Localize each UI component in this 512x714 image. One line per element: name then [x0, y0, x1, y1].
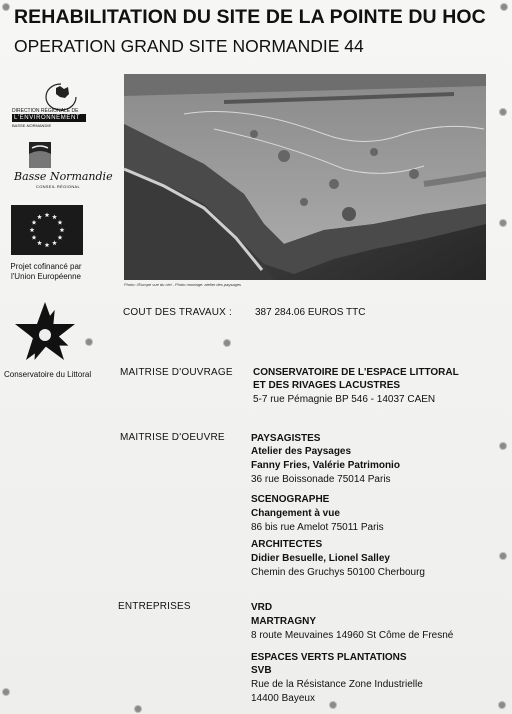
espaces-verts-heading: ESPACES VERTS PLANTATIONS	[251, 652, 407, 663]
paysagistes-people: Fanny Fries, Valérie Patrimonio	[251, 460, 400, 471]
eu-star-icon	[45, 212, 50, 217]
maitrise-ouvrage-address: 5-7 rue Pémagnie BP 546 - 14037 CAEN	[253, 394, 436, 405]
page-title: REHABILITATION DU SITE DE LA POINTE DU HOC	[14, 6, 486, 28]
espaces-verts-firm: SVB	[251, 665, 272, 676]
eu-star-icon	[45, 242, 50, 247]
conservatoire-star-icon	[10, 300, 80, 366]
bolt	[330, 702, 336, 708]
architectes-address: Chemin des Gruchys 50100 Cherbourg	[251, 567, 425, 578]
architectes-heading: ARCHITECTES	[251, 539, 323, 550]
aerial-photo	[124, 74, 486, 280]
espaces-verts-address-line2: 14400 Bayeux	[251, 693, 315, 704]
eu-star-icon	[37, 240, 42, 245]
architectes-people: Didier Besuelle, Lionel Salley	[251, 553, 390, 564]
environnement-line1: DIRECTION RÉGIONALE DE	[12, 108, 79, 114]
bolt	[500, 220, 506, 226]
scenographe-firm: Changement à vue	[251, 508, 340, 519]
bolt	[499, 702, 505, 708]
vrd-firm: MARTRAGNY	[251, 616, 316, 627]
paysagistes-firm: Atelier des Paysages	[251, 446, 352, 457]
maitrise-oeuvre-label: MAITRISE D'OEUVRE	[120, 432, 225, 443]
eu-star-icon	[32, 235, 37, 240]
bolt	[135, 706, 141, 712]
bolt	[86, 339, 92, 345]
page-subtitle: OPERATION GRAND SITE NORMANDIE 44	[14, 36, 364, 56]
basse-normandie-name: Basse Normandie	[14, 170, 113, 183]
bolt	[3, 689, 9, 695]
entreprises-label: ENTREPRISES	[118, 601, 191, 612]
eu-caption	[6, 262, 86, 282]
photo-credit: Photo: l'Europe vue du ciel - Photo montage: atelier des paysages	[124, 282, 242, 287]
vrd-address: 8 route Meuvaines 14960 St Côme de Fresné	[251, 630, 454, 641]
maitrise-ouvrage-name-line2: ET DES RIVAGES LACUSTRES	[253, 380, 401, 391]
maitrise-ouvrage-label: MAITRISE D'OUVRAGE	[120, 367, 233, 378]
bolt	[500, 443, 506, 449]
bolt	[501, 4, 507, 10]
conservatoire-caption: Conservatoire du Littoral	[4, 370, 92, 379]
scenographe-address: 86 bis rue Amelot 75011 Paris	[251, 522, 384, 533]
bolt	[3, 4, 9, 10]
cost-label: COUT DES TRAVAUX :	[123, 307, 232, 318]
environnement-logo	[12, 82, 90, 134]
eu-star-icon	[30, 227, 35, 232]
environnement-bar: L'ENVIRONNEMENT	[12, 114, 86, 122]
basse-normandie-mark-icon	[26, 140, 56, 170]
eu-star-icon	[32, 220, 37, 225]
cost-value: 387 284.06 EUROS TTC	[255, 307, 366, 318]
eu-star-icon	[60, 227, 65, 232]
eu-star-icon	[52, 240, 57, 245]
vrd-heading: VRD	[251, 602, 273, 613]
eu-caption-line2: l'Union Européenne	[10, 272, 82, 281]
maitrise-ouvrage-name-line1: CONSERVATOIRE DE L'ESPACE LITTORAL	[253, 367, 459, 378]
scenographe-heading: SCENOGRAPHE	[251, 494, 330, 505]
bolt	[224, 340, 230, 346]
bolt	[500, 553, 506, 559]
aerial-photo-image	[124, 74, 486, 280]
basse-normandie-logo	[14, 140, 113, 190]
eu-star-icon	[52, 214, 57, 219]
bolt	[500, 109, 506, 115]
eu-star-icon	[58, 235, 63, 240]
eu-flag-icon	[11, 205, 83, 255]
paysagistes-heading: PAYSAGISTES	[251, 433, 321, 444]
eu-star-icon	[37, 214, 42, 219]
eu-caption-line1: Projet cofinancé par	[10, 262, 82, 271]
basse-normandie-line2: CONSEIL RÉGIONAL	[36, 184, 80, 189]
environnement-line2: BASSE-NORMANDIE	[12, 123, 52, 128]
paysagistes-address: 36 rue Boissonade 75014 Paris	[251, 474, 391, 485]
eu-star-icon	[58, 220, 63, 225]
espaces-verts-address-line1: Rue de la Résistance Zone Industrielle	[251, 679, 423, 690]
